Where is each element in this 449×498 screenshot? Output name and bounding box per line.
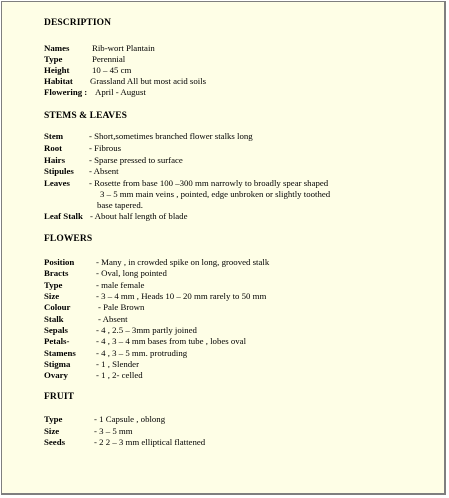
field-value: - Fibrous [89, 143, 122, 153]
field-value: - Many , in crowded spike on long, grooved stalk [96, 257, 270, 267]
field-value: - 1 , Slender [96, 359, 139, 369]
field-value-continuation: 3 – 5 mm main veins , pointed, edge unbroken or slightly toothed [100, 189, 331, 199]
field-label: Ovary [44, 370, 68, 380]
description-card [1, 1, 446, 495]
field-label: Size [44, 426, 60, 436]
field-value: - 3 – 4 mm , Heads 10 – 20 mm rarely to 50 mm [96, 291, 267, 301]
field-value: April - August [95, 87, 146, 97]
field-label: Type [44, 414, 63, 424]
field-label: Names [44, 43, 70, 53]
field-label: Type [44, 280, 63, 290]
field-label: Habitat [44, 76, 73, 86]
section-heading-stems-leaves: STEMS & LEAVES [44, 111, 128, 121]
field-label: Stalk [44, 314, 64, 324]
field-value: - 4 , 2.5 – 3mm partly joined [96, 325, 197, 335]
field-value: - 4 , 3 – 5 mm. protruding [96, 348, 188, 358]
field-label: Petals- [44, 336, 70, 346]
field-value: - Absent [89, 166, 119, 176]
field-label: Stigma [44, 359, 71, 369]
field-label: Leaves [44, 178, 70, 188]
field-value: - Sparse pressed to surface [89, 155, 183, 165]
field-label: Position [44, 257, 75, 267]
field-value-continuation: base tapered. [97, 200, 143, 210]
section-heading-description: DESCRIPTION [44, 18, 112, 28]
section-heading-flowers: FLOWERS [44, 234, 93, 244]
field-label: Seeds [44, 437, 66, 447]
field-label: Root [44, 143, 63, 153]
field-label: Height [44, 65, 70, 75]
field-label: Type [44, 54, 63, 64]
field-label: Leaf Stalk [44, 211, 83, 221]
field-label: Bracts [44, 268, 69, 278]
field-value: - About half length of blade [90, 211, 188, 221]
field-value: - Absent [98, 314, 128, 324]
field-label: Sepals [44, 325, 68, 335]
field-label: Stipules [44, 166, 74, 176]
field-value: - 3 – 5 mm [94, 426, 133, 436]
field-label: Hairs [44, 155, 66, 165]
field-value: - Rosette from base 100 –300 mm narrowly to broadly spear shaped [89, 178, 329, 188]
field-value: - 4 , 3 – 4 mm bases from tube , lobes oval [96, 336, 247, 346]
field-value: - 1 , 2- celled [96, 370, 143, 380]
field-label: Stamens [44, 348, 76, 358]
field-label: Colour [44, 302, 71, 312]
field-value: - male female [96, 280, 145, 290]
field-value: - Pale Brown [98, 302, 145, 312]
field-value: 10 – 45 cm [92, 65, 132, 75]
section-heading-fruit: FRUIT [44, 392, 75, 402]
field-label: Size [44, 291, 60, 301]
field-value: - 2 2 – 3 mm elliptical flattened [94, 437, 206, 447]
field-label: Flowering : [44, 87, 88, 97]
field-value: Rib-wort Plantain [92, 43, 155, 53]
field-value: - Oval, long pointed [96, 268, 167, 278]
field-value: Perennial [92, 54, 126, 64]
field-label: Stem [44, 131, 64, 141]
field-value: Grassland All but most acid soils [90, 76, 207, 86]
field-value: - Short,sometimes branched flower stalks long [89, 131, 253, 141]
field-value: - 1 Capsule , oblong [94, 414, 166, 424]
